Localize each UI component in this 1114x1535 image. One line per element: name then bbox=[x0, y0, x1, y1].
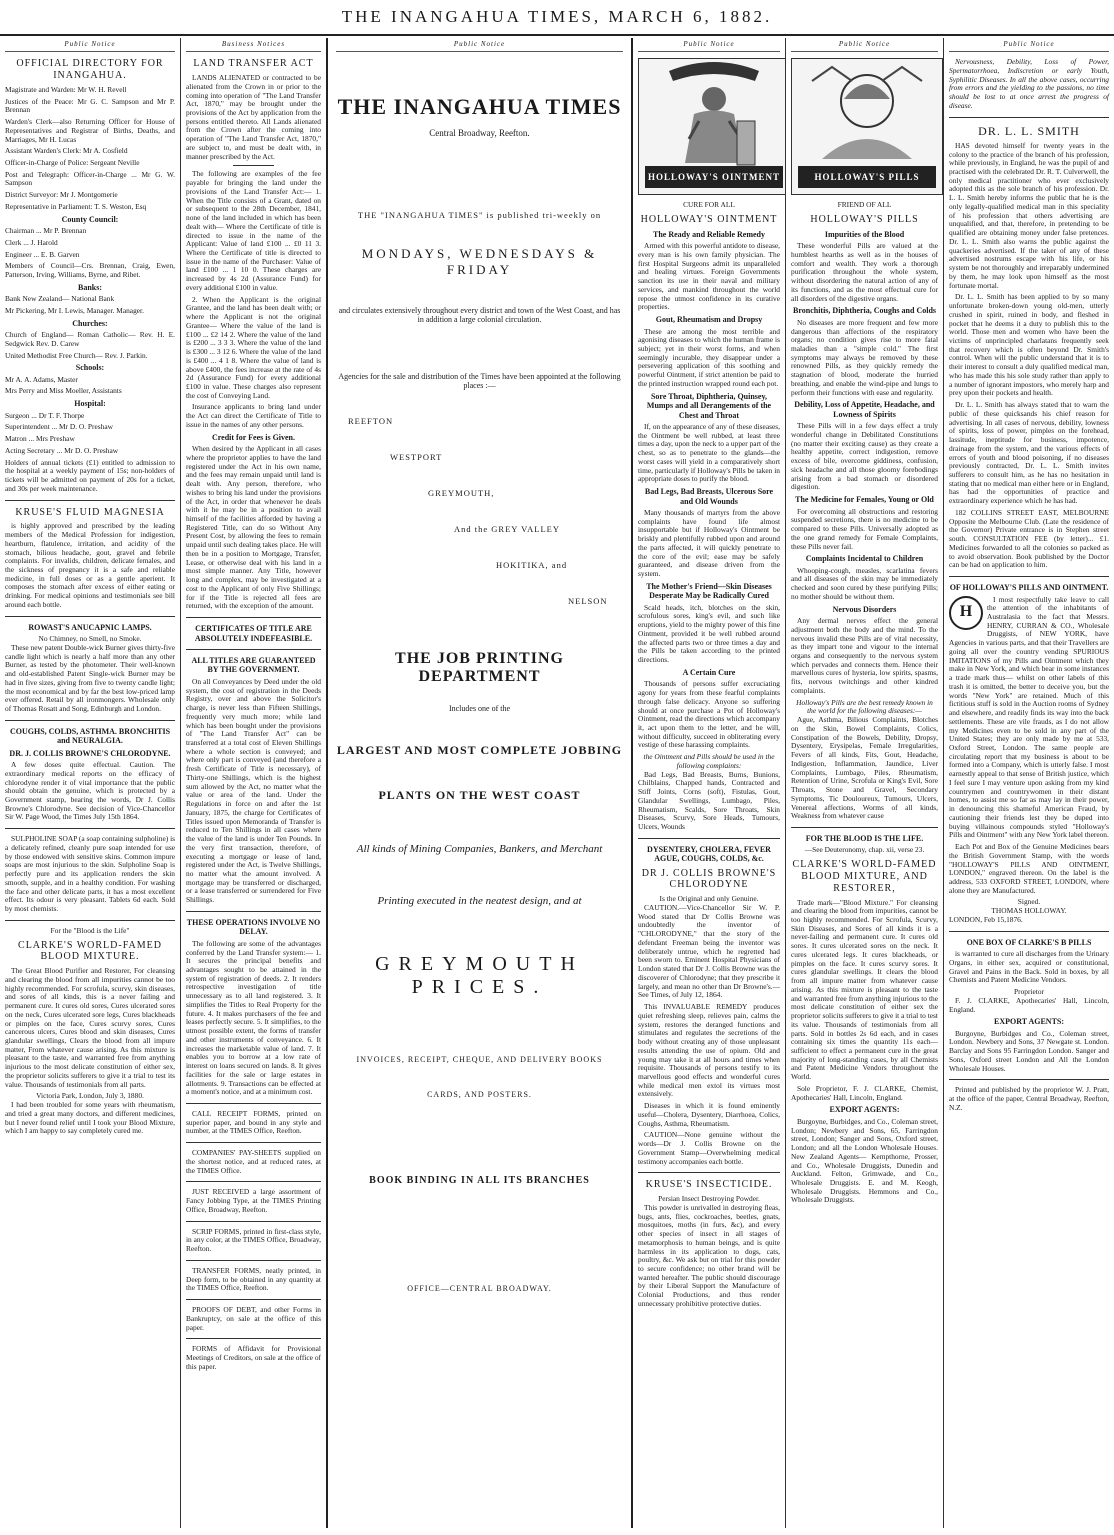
smith-text-3: Dr. L. L. Smith has always stated that to warn the public of these quicksands his chief reason for advertising. In all cases of nervous, debility, lowness of spirits, loss of power, pimples on the forehead, lassitude, ineptitude for business, impotence, drainage from the system, and the various effects of errors of youth and blood poisoning, if no diseases previously contracted, Dr. L. L. Smith invites sufferers to consult him, as he has no hesitation in stating that no medical man either here or in England, has had the opportunities of practice and extraordinary experience which he has had. bbox=[949, 400, 1109, 506]
ointment-engraving bbox=[638, 58, 785, 195]
imitations-title: OF HOLLOWAY'S PILLS AND OINTMENT. bbox=[949, 583, 1109, 593]
ointment-list-head: the Ointment and Pills should be used in the following complaints: bbox=[643, 752, 775, 770]
smith-intro: Nervousness, Debility, Loss of Power, Spermatorrhoea, Indiscretion or early Youth, Syphilitic Diseases. In all the above cases, occurring from errors and the yielding to the passions, no time should be lost to at once arrest the progress of disease. bbox=[949, 57, 1109, 110]
affidavit-forms-notice: FORMS of Affidavit for Provisional Meetings of Creditors, on sale at the office of this paper. bbox=[186, 1344, 321, 1371]
pills-sub-2: Bronchitis, Diphtheria, Coughs and Colds bbox=[793, 306, 936, 316]
clarke-letter: I had been troubled for some years with rheumatism, and tried a great many doctors, and different medicines, but I never found relief until I took your Blood Mixture, which I am happy to say completely cured me. bbox=[5, 1100, 175, 1136]
advert-places bbox=[336, 416, 623, 606]
directory-line: Officer-in-Charge of Police: Sergeant Neville bbox=[5, 157, 140, 167]
directory-list bbox=[5, 86, 175, 494]
column-6 bbox=[943, 38, 1114, 1528]
insecticide-subtitle: Persian Insect Destroying Powder. bbox=[658, 1194, 760, 1204]
credit-text: When desired by the Applicant in all cases where the proprietor applies to have the land registered under the Act in his own name, and the fees may remain unpaid until land is dealt with. Any person, therefore, who wishes to bring his land under the provisions of the Act, in order that whenever he deals with it he may be in a position to avail himself of the facilities afforded by having a Registered Title, can do so Without Any Present Cost, by allowing the fees to remain unpaid until such dealing takes place. He will then be in a position to Mortgage, Transfer, Lease, or otherwise deal with his land in a most simple manner. Any Title, however long and complex, may be investigated at a cost to the Applicant of only Five Shillings; for if the Title is rejected all fees are returned, with the exception of the amount. bbox=[186, 444, 321, 611]
pills-text-5: Whooping-cough, measles, scarlatina fevers and all diseases of the skin may be immediately checked and soon cured by these purifying Pills; no mother should be without them. bbox=[791, 565, 938, 601]
mortgage-text: Insurance applicants to bring land under the Act can direct the Certificate of Title to issue in the names of any other persons. bbox=[186, 402, 321, 429]
lamps-title: ROWAST'S ANUCAPNIC LAMPS. bbox=[28, 622, 152, 632]
one-box-title: ONE BOX OF CLARKE'S B PILLS bbox=[966, 937, 1092, 947]
directory-line: Justices of the Peace: Mr G. C. Sampson and Mr P. Brennan bbox=[5, 96, 175, 115]
advert-plants: PLANTS ON THE WEST COAST bbox=[378, 788, 581, 802]
ointment-text-4: Many thousands of martyrs from the above complaints have found life almost insupportable but if Holloway's Ointment be briskly and plentifully rubbed upon and around the parts affected, it will quickly penetrate to the core of the evil; ease may be safely guaranteed, and disease driven from the system. bbox=[638, 508, 780, 579]
lamps-subtitle: No Chimney, no Smell, no Smoke. bbox=[38, 634, 142, 644]
insecticide-title: KRUSE'S INSECTICIDE. bbox=[645, 1179, 773, 1191]
pills-engraving bbox=[791, 58, 943, 195]
collis-subtitle: Is the Original and only Genuine. bbox=[659, 894, 759, 904]
ointment-sub-5: The Mother's Friend—Skin Diseases Desperate May be Radically Cured bbox=[646, 581, 772, 601]
coughs-text: A few doses quite effectual. Caution. The extraordinary medical reports on the efficacy of chlorodyne render it of vital importance that the public should obtain the genuine, which is protected by a Government stamp, bearing the words, Dr J. Collis Browne's Chlorodyne. See decision of Vice-Chancellor Sir W. Page Wood, the Times July 15th 1864. bbox=[5, 760, 175, 822]
kruse-magnesia-title: KRUSE'S FLUID MAGNESIA bbox=[15, 506, 165, 518]
churches-line: Church of England— Roman Catholic— Rev. H. E. Sedgwick Rev. D. Carew bbox=[5, 330, 175, 348]
advert-mining: All kinds of Mining Companies, Bankers, and Merchant bbox=[356, 843, 603, 855]
ointment-caption: CURE FOR ALL bbox=[683, 200, 735, 210]
directory-title: OFFICIAL DIRECTORY FOR INANGAHUA. bbox=[16, 58, 164, 82]
imitations-text: I most respectfully take leave to call the attention of the inhabitants of Australasia to the fact that Messrs. HENRY, CURRAN & CO., Wholesale Druggists, of NEW YORK, have Agencies in various parts, and that their Travellers are going all over the country vending SPURIOUS IMITATIONS of my Pills and Ointment which they make in New York, and which bear in some instances a trade mark thus— whilst on other labels of this trash it is omitted, the better to deceive you, but the words "New York" are retained. Much of this fictitious stuff is sold in the Auction rooms of Sydney and elsewhere, and readily finds its way into the back settlements. These are vile frauds, as I do not allow my Medicines even to be sold in any part of the United States; they are only made by me at 533, Oxford Street, London. The same people are circulating report that my business is about to be formed into a Company, which is utterly false. I most earnestly appeal to that sense of British justice, which I feel sure I may venture upon asking from my kind countrymen and countrywomen in their distant homes, to assist me so far as may lay in their power, in denouncing this shameful American Fraud, by cautioning their friends lest they be duped into buying villainous compounds styled "Holloway's Pills and Ointment" with any New York label thereon. bbox=[949, 594, 1109, 840]
fees-text: The following are examples of the fee payable for bringing the land under the provisions of the Land Transfer Act:— 1. When the Title consists of a Grant, dated on or subsequent to the 28th December, 1841, none of the land included in which has been dealt with— Where the Certificate of title is directed to issue in the name of the Applicant: Value of land £100 ... £0 11 3. Where the Certificate of title is directed to issue in the name of the Purchaser: Value of land £100 ... 1 10 0. These charges are increased by 4s 2d (Assurance Fund) for every additional £100 in value. bbox=[186, 169, 321, 292]
clarke-lead: For the "Blood is the Life" bbox=[50, 925, 130, 935]
advert-book-binding: BOOK BINDING IN ALL ITS BRANCHES bbox=[369, 1175, 590, 1186]
smith-text: HAS devoted himself for twenty years in the colony to the practice of the branch of his profession, while previously, in England, he was the pupil of and practised with the celebrated Dr. R. T. Culverwell, the only medical practitioner who ever exclusively adopted this as the sole branch of his profession. Dr. L. L. Smith hereby informs the public that he is the only legally-qualified medical man in this speciality of his profession that others advertising are unqualified, and that, therefore, in pretending to be qualified are obtaining money under false pretences. Dr. L. L. Smith also warns the public against the quackeries advertised. If the taker of any of these advertised nostrums escape with his life, or his system be not thoroughly and irreparably undermined by them, he may look upon himself as the most fortunate mortal. bbox=[949, 140, 1109, 290]
hospital-line: Acting Secretary ... Mr D. O. Preshaw bbox=[5, 445, 119, 455]
one-box-text: is warranted to cure all discharges from the Urinary Organs, in either sex, acquired or constitutional, Gravel and Pains in the Back. Sold in boxes, by all Chemists and Patent Medicine Vendors. bbox=[949, 949, 1109, 985]
coughs-subtitle: DR. J. COLLIS BROWNE'S CHLORODYNE. bbox=[9, 748, 171, 758]
hospital-line: Surgeon ... Dr T. F. Thorpe bbox=[5, 410, 85, 420]
advert-prices: GREYMOUTH PRICES. bbox=[375, 953, 584, 998]
advert-includes: Includes one of the bbox=[448, 704, 511, 713]
column-header: Public Notice bbox=[638, 38, 780, 52]
ointment-sub-1: The Ready and Reliable Remedy bbox=[653, 229, 765, 239]
ointment-text-6: Thousands of persons suffer excruciating agony for years from these fearful complaints through false delicacy. Anyone so suffering should at once purchase a Pot of Holloway's Ointment, read the directions which accompany it, act upon them to the letter, and he will, without difficulty, succeed in obliterating every vestige of these harassing complaints. bbox=[638, 679, 780, 750]
column-header: Public Notice bbox=[791, 38, 938, 52]
operations-title: THESE OPERATIONS INVOLVE NO DELAY. bbox=[186, 917, 321, 937]
directory-line: Warden's Clerk—also Returning Officer for House of Representatives and Registrar of Births, Deaths, and Marriages, Mr H. Lucas bbox=[5, 117, 175, 144]
pills-text-3: These Pills will in a few days effect a truly wonderful change in Debilitated Constitutions (no matter their exciting cause) as they create a healthy appetite, correct indigestion, remove excess of bile, overcome giddiness, confusion, sick headache and all those gloomy forebodings arising from a bad stomach or disordered digestion. bbox=[791, 421, 938, 492]
schools-title: Schools: bbox=[75, 363, 105, 373]
advert-title: THE INANGAHUA TIMES bbox=[337, 94, 622, 119]
collis-diseases: Diseases in which it is found eminently useful—Cholera, Dysentery, Diarrhoea, Colics, Coughs, Asthma, Rheumatism. bbox=[638, 1101, 780, 1128]
imitations-text-2: Each Pot and Box of the Genuine Medicines bears the British Government Stamp, with the words "HOLLOWAY'S PILLS AND OINTMENT, LONDON," engraved thereon. On the label is the address, 533 OXFORD STREET, LONDON, where alone they are Manufactured. bbox=[949, 842, 1109, 895]
advert-invoices: INVOICES, RECEIPT, CHEQUE, AND DELIVERY BOOKS bbox=[356, 1055, 603, 1064]
column-5 bbox=[785, 38, 943, 1528]
ointment-text-1: Armed with this powerful antidote to disease, every man is his own family physician. The first Hospital Surgeons admit its unparalleled and healing virtues. Foreign Governments sanction its use in their naval and military services, and mankind throughout the world repose the utmost confidence in its curative properties. bbox=[638, 241, 780, 312]
advert-address: Central Broadway, Reefton. bbox=[429, 128, 530, 138]
place-item: NELSON bbox=[568, 596, 608, 606]
place-item: HOKITIKA, and bbox=[496, 560, 568, 570]
engraving-band: HOLLOWAY'S OINTMENT bbox=[645, 166, 783, 188]
schools-line: Mr A. A. Adams, Master bbox=[5, 374, 78, 384]
coughs-title: COUGHS, COLDS, ASTHMA. BRONCHITIS and NEURALGIA. bbox=[9, 726, 171, 746]
h-trademark-icon: H bbox=[949, 596, 983, 630]
signed-label: Signed. bbox=[1017, 897, 1041, 907]
pills-text-1: These wonderful Pills are valued at the humblest hearths as well as in the houses of comfort and wealth. They work a thorough purification throughout the whole system, without disordering the natural action of any of its functions, and as the most effectual cure for all disorders of the digestive organs. bbox=[791, 241, 938, 303]
column-1 bbox=[0, 38, 180, 1528]
proprietor-text: F. J. CLARKE, Apothecaries' Hall, Lincoln, England. bbox=[949, 995, 1109, 1014]
clarke-title: CLARKE'S WORLD-FAMED BLOOD MIXTURE. bbox=[18, 939, 162, 963]
blood-reference: —See Deuteronomy, chap. xii, verse 23. bbox=[804, 845, 925, 855]
export-agents-text: Burgoyne, Burbidges, and Co., Coleman street, London; Newbery and Sons, 65, Farringdon street, London; Sanger and Sons, Oxford street, London; and all the London Wholesale Houses. New Zealand Agents— Kempthorne, Prosser, and Co., Wholesale Druggists, Dunedin and Auckland. Felton, Grimwade, and Co., Wholesale Druggists. E. and M. Keogh, Wholesale Druggists. Hemmons and Co., Wholesale Druggists. bbox=[791, 1116, 938, 1205]
directory-line: Post and Telegraph: Officer-in-Charge ... Mr G. W. Sampson bbox=[5, 169, 175, 188]
job-printing-title: THE JOB PRINTING DEPARTMENT bbox=[395, 650, 564, 685]
fees-text-2: 2. When the Applicant is the original Grantee, and the land has been dealt with; or where the Applicant is not the original Grantee— Where the value of the land is £100 ... £2 14 2. Where the value of the land is £200 ... 3 3 3. Where the value of the land is £300 ... 3 12 6. Where the value of the land is £400 ... 4 1 8. Where the value of land is above £400, the fees increase at the rate of 4s 2d (Assurance Fund) for every additional £100 in value. These charges also represent the cost of Conveying Land. bbox=[186, 294, 321, 400]
council-line: Clerk ... J. Harold bbox=[5, 237, 58, 247]
holloway-date: LONDON, Feb 15,1876. bbox=[949, 914, 1023, 924]
land-transfer-title: LAND TRANSFER ACT bbox=[193, 58, 314, 70]
pills-title: HOLLOWAY'S PILLS bbox=[810, 213, 919, 225]
scrip-forms-notice: SCRIP FORMS, printed in first-class style, in any color, at the TIMES Office, Broadway, Reefton. bbox=[186, 1226, 321, 1254]
pills-text-4: For overcoming all obstructions and restoring suspended secretions, there is no medicine to be compared to these Pills. Universally adopted as the one grand remedy for Female Complaints, these Pills never fail. bbox=[791, 506, 938, 551]
clarke-text: The Great Blood Purifier and Restorer, For cleansing and clearing the blood from all impurities cannot be too highly recommended. For scrofula, scurvy, skin diseases, and sores of all kinds, this is a never failing and permanent cure. It cures old sores, Cures ulcerated sores on the neck, Cures ulcerated sore legs, Cures blackheads or pimples on the face, Cures scurvy sores, Cures cancerous ulcers, Cures blood and skin diseases, Cures glandular swellings, Clears the blood from all impure matter, From whatever cause arising. As this mixture is pleasant to the taste, and warranted free from anything injurious to the most delicate constitution of either sex, the proprietor solicits sufferers to give it a trial to test its value. Thousands of testimonials from all parts. bbox=[5, 966, 175, 1089]
inangahua-times-advert bbox=[326, 38, 633, 1528]
receipt-forms-notice: CALL RECEIPT FORMS, printed on superior paper, and bound in any style and number, at the TIMES Office, Reefton. bbox=[186, 1109, 321, 1136]
advert-published: THE "INANGAHUA TIMES" is published tri-weekly on bbox=[357, 210, 602, 220]
pills-list: Ague, Asthma, Bilious Complaints, Blotches on the Skin, Bowel Complaints, Colics, Constipation of the Bowels, Debility, Dropsy, Dysentery, Erysipelas, Female Irregularities, Fevers of all kinds, Fits, Gout, Headache, Indigestion, Inflammation, Jaundice, Liver Complaints, Lumbago, Piles, Rheumatism, Retention of Urine, Scrofula or King's Evil, Sore Throats, Stone and Gravel, Secondary Symptoms, Tic Douloureux, Tumours, Ulcers, Venereal affections, Worms of all kinds, Weakness from whatever cause bbox=[791, 715, 938, 821]
pills-text-6: Any dermal nerves effect the general adjustment both the body and the mind. To the nervous invalid these Pills are of vital necessity, as they impart tone and vigour to the internal organs and consequently to the nervous system which pervades and connects them. Hence their marvellous cures of hysteria, low spirits, spasms, fits, nervous twitchings and other kindred complaints. bbox=[791, 616, 938, 695]
blood-title: FOR THE BLOOD IS THE LIFE. bbox=[805, 833, 924, 843]
certificates-title: CERTIFICATES OF TITLE ARE ABSOLUTELY INDEFEASIBLE. bbox=[194, 624, 313, 643]
place-item: WESTPORT bbox=[390, 452, 443, 462]
advert-office: OFFICE—CENTRAL BROADWAY. bbox=[407, 1284, 552, 1293]
export-agents-title: EXPORT AGENTS: bbox=[829, 1105, 900, 1115]
churches-line: United Methodist Free Church— Rev. J. Parkin. bbox=[5, 350, 148, 360]
council-line: Chairman ... Mr P. Brennan bbox=[5, 226, 87, 236]
directory-line: Assistant Warden's Clerk: Mr A. Cosfield bbox=[5, 146, 128, 156]
advert-days: MONDAYS, WEDNESDAYS & FRIDAY bbox=[361, 246, 598, 277]
directory-line: Representative in Parliament: T. S. Weston, Esq bbox=[5, 201, 147, 211]
ointment-sub-3: Sore Throat, Diphtheria, Quinsey, Mumps and all Derangements of the Chest and Throat bbox=[646, 391, 772, 420]
lamps-text: These new patent Double-wick Burner gives thirty-five candle light which is nearly a half more than any other Burner, as tested by the photometer. Their well-known and old-established Patent Single-wick Burner may be had in five sizes, giving from five to twenty candle light; the most economical and by far the best low-priced lamp ever offered. Retail by all ironmongers. Wholesale only of Thomas Rosatt and Song, Edinburgh and London. bbox=[5, 642, 175, 713]
clarke-mixture-title: CLARKE'S WORLD-FAMED BLOOD MIXTURE, AND RESTORER, bbox=[792, 859, 937, 894]
smith-address: 182 COLLINS STREET EAST, MELBOURNE Opposite the Melbourne Club. (Late the residence of the Governor) Private entrance is in Stephen street south. CONSULTATION FEE (by letter)... £1. Medicines forwarded to all the colonies so packed as to avoid observation. Book published by the Doctor can be had on application to him. bbox=[949, 507, 1109, 570]
place-item: GREYMOUTH, bbox=[428, 488, 495, 498]
dysentery-title: DYSENTERY, CHOLERA, FEVER AGUE, COUGHS, COLDS, &c. bbox=[647, 844, 771, 864]
ointment-sub-6: A Certain Cure bbox=[682, 667, 736, 677]
collis-text: CAUTION.—Vice-Chancellor Sir W. P. Wood stated that Dr Collis Browne was undoubtedly the inventor of "CHLORODYNE," that the story of the defendant Freeman being the inventor was deliberately untrue, which he regretted had been sworn to. Eminent Hospital Physicians of London stated that Dr J. Collis Browne was the discoverer of Chlorodyne; that they prescribe it largely, and mean no other than Dr Browne's.—See Times, of July 12, 1864. bbox=[638, 903, 780, 1000]
holloway-signature: THOMAS HOLLOWAY. bbox=[991, 906, 1067, 916]
credit-title: Credit for Fees is Given. bbox=[211, 432, 296, 442]
pills-sub-5: Complaints Incidental to Children bbox=[805, 554, 924, 564]
guarantee-title: ALL TITLES ARE GUARANTEED BY THE GOVERNMENT. bbox=[191, 655, 316, 675]
column-4 bbox=[633, 38, 785, 1528]
jobbing-type-notice: JUST RECEIVED a large assortment of Fancy Jobbing Type, at the TIMES Printing Office, Broadway, Reefton. bbox=[186, 1187, 321, 1214]
collis-remedial: This INVALUABLE REMEDY produces quiet refreshing sleep, relieves pain, calms the system, restores the deranged functions and stimulates and regulates the secretions of the body without creating any of those unpleasant results attending the use of opium. Old and young may take it at all hours and times when requisite. Thousands of persons testify to its marvellous good effects and wonderful cures while medical men extol its virtues most extensively. bbox=[638, 1002, 780, 1099]
collis-caution: CAUTION—None genuine without the words—Dr J. Collis Browne on the Government Stamp—Overwhelming medical testimony accompanies each bottle. bbox=[638, 1130, 780, 1166]
ointment-sub-4: Bad Legs, Bad Breasts, Ulcerous Sore and Old Wounds bbox=[644, 487, 774, 506]
clarke-sign: Victoria Park, London, July 3, 1880. bbox=[36, 1091, 144, 1101]
clarke-proprietor: Sole Proprietor, F. J. CLARKE, Chemist, Apothecaries' Hall, Lincoln, England. bbox=[791, 1083, 938, 1102]
sulpholine-text: SULPHOLINE SOAP (a soap containing sulpholine) is a delicately refined, cleanly pure soap intended for use by those endowed with sensitive skins. Common impure soaps are most injurious to the skin. Sulpholine Soap is perfectly pure and its application renders the skin smooth, supple, and in a healthy condition. For washing the face and other delicate parts, it has a most excellent effect. Its odour is very pleasant. Tablets 6d each. Sold by most chemists. bbox=[5, 834, 175, 914]
pills-sub-4: The Medicine for Females, Young or Old bbox=[795, 495, 934, 505]
colophon: Printed and published by the proprietor W. J. Pratt, at the office of the paper, Central Broadway, Reefton, N.Z. bbox=[949, 1085, 1109, 1112]
guarantee-text: On all Conveyances by Deed under the old system, the cost of registration in the Deeds Registry, over and above the Solicitor's charge, is never less than Fifteen Shillings, frequently very much more; while land which has been bought under the provisions of "The Land Transfer Act" can be transferred at a total cost of Eleven Shillings where a whole section is conveyed; and where only part is conveyed (and therefore a fresh Certificate of Title is necessary), of Thirty-one Shillings, which is the highest sum allowed by the Act, no matter what the value or area of the land. Under the Regulations in force on and after the 1st January, 1875, the charge for Certificates of Titles issued upon Memoranda of Transfer is reduced to Ten Shillings in all cases where the value of the land is under Ten Pounds. In the very first transaction, therefore, of executing a mortgage or lease of land, registered under the Act, is Twelve Shillings, no matter what the amount involved. A mortgage may be transferred or discharged, or a lease transferred or surrendered for Five Shillings. bbox=[186, 676, 321, 905]
directory-line: Magistrate and Warden: Mr W. H. Revell bbox=[5, 84, 127, 94]
banks-line: Bank New Zealand— National Bank bbox=[5, 294, 115, 304]
column-header: Public Notice bbox=[5, 38, 175, 52]
proofs-of-debt-notice: PROOFS OF DEBT, and other Forms in Bankruptcy, on sale at the office of this paper. bbox=[186, 1305, 321, 1332]
operations-text: The following are some of the advantages conferred by the Land Transfer system:— 1. It secures the principal benefits and advantages sought to be attained in the system of registration of deeds. 2. It renders retrospective investigation of title unnecessary as to all land registered. 3. It simplifies the Titles to Real Property for the future. 4. It makes purchasers of the fee and leases perfectly secure. 5. It simplifies, to the utmost possible extent, the forms of transfer and other instruments of conveyance. 6. It increases the marketable value of land. 7. It enables you to borrow at a low rate of interest on loans secured on lands. 8. It gives facilities for the sale or large estates in allotments. 9. Transactions can be effected at a moment's notice, and at a minimum cost. bbox=[186, 938, 321, 1097]
clarke-mixture-text: Trade mark—"Blood Mixture." For cleansing and clearing the blood from impurities, cannot be too highly recommended. For Scrofula, Scurvy, Skin Diseases, and Sores of all kinds it is a never-failing and permanent cure. It cures old sores. It cures ulcerated sores on the neck. It cures ulcerated legs. It cures blackheads, or pimples on the face. It cures scurvy sores. It cures glandular swellings. It clears the blood from all impure matter from whatever cause arising. As this mixture is pleasant to the taste and warranted free from anything injurious to the most delicate constitution of either sex the proprietor solicits sufferers to give it a trial to test its value. Thousands of testimonials from all parts. Sold in bottles 2s 6d each, and in cases containing six times the quantity 11s each—sufficient to effect a permanent cure in the great majority of long-standing cases, by all Chemists and Patent Medicine Vendors throughout the World. bbox=[791, 897, 938, 1082]
column-header: Public Notice bbox=[949, 38, 1109, 52]
ointment-text-3: If, on the appearance of any of these diseases, the Ointment be well rubbed, at least three times a day, upon the neck to a upper part of the chest, so as to penetrate to the glands—the worst cases will yield in a comparatively short time, particularly if Holloway's Pills be taken in appropriate doses to purify the blood. bbox=[638, 421, 780, 484]
column-2 bbox=[180, 38, 326, 1528]
transfer-forms-notice: TRANSFER FORMS, neatly printed, in Deep form, to be obtained in any quantity at the TIMES Office, Reefton. bbox=[186, 1265, 321, 1293]
pills-sub-6: Nervous Disorders bbox=[832, 604, 897, 614]
export-text: Burgoyne, Burbidges and Co., Coleman street, London. Newbery and Sons, 37 Newgate st. London. Barclay and Sons 95 Farringdon London. Sanger and Sons, Oxford street London and All the London Wholesale Houses. bbox=[949, 1028, 1109, 1073]
column-header: Public Notice bbox=[336, 38, 623, 52]
insecticide-text: This powder is unrivalled in destroying fleas, bugs, ants, flies, cockroaches, beetles, gnats, mosquitoes, moths (in furs, &c), and every other species of insect in all stages of metamorphosis to human beings, and is quite harmless in its application to dogs, cats, poultry, &c. We ask but on trial for this powder to secure confidence; no other brand will be wanted hereafter. The public should discourage by their Liberal Support the Manufacture of Colonial Productions, and thus render unnecessary prohibitive protective duties. bbox=[638, 1202, 780, 1308]
pay-sheets-notice: COMPANIES' PAY-SHEETS supplied on the shortest notice, and at reduced rates, at the TIMES Office. bbox=[186, 1148, 321, 1175]
ointment-text-5: Scald heads, itch, blotches on the skin, scrofulous sores, king's evil, and such like eruptions, yield to the mighty power of this fine Ointment, provided it be well rubbed around the affected parts two or three times a day and the Pills be taken according to the printed directions. bbox=[638, 602, 780, 665]
pills-list-head: Holloway's Pills are the best remedy known in the world for the following diseases:— bbox=[796, 697, 933, 716]
churches-title: Churches: bbox=[72, 318, 108, 328]
collis-title: DR J. COLLIS BROWNE'S CHLORODYNE bbox=[641, 867, 777, 891]
ointment-text-2: These are among the most terrible and agonising diseases to which the human frame is subject; yet in their worst forms, and when seemingly incurable, they disappear under a persevering application of this soothing and powerful Ointment, if strict attention be paid to the printed instruction wrapped round each pot. bbox=[638, 326, 780, 388]
column-header: Business Notices bbox=[186, 38, 321, 52]
advert-cards: CARDS, AND POSTERS. bbox=[427, 1090, 532, 1099]
ointment-list: Bad Legs, Bad Breasts, Burns, Bunions, Chilblains, Chapped hands, Contracted and Stiff Joints, Corns (soft), Fistulas, Gout, Glandular Swellings, Lumbago, Piles, Rheumatism, Scalds, Sore Throats, Skin Diseases, Scurvy, Sore Heads, Tumours, Ulcers, Wounds bbox=[638, 769, 780, 832]
hospital-line: Superintendent ... Mr D. O. Preshaw bbox=[5, 422, 113, 432]
pills-text-2: No diseases are more frequent and few more dangerous than affections of the respiratory organs; no condition gives rise to more fatal maladies than a "simple cold." The first symptoms may always be removed by these renowned Pills, as they quickly remedy the stagnation of blood, moderate the hurried breathing, and enable the wind-pipe and lungs to perform their functions with ease and regularity. bbox=[791, 317, 938, 397]
banks-title: Banks: bbox=[77, 282, 102, 292]
hospital-title: Hospital: bbox=[74, 399, 106, 409]
place-item: And the GREY VALLEY bbox=[454, 524, 560, 534]
proprietor-head: Proprietor bbox=[1014, 987, 1044, 997]
pills-caption: FRIEND OF ALL bbox=[837, 200, 892, 210]
schools-line: Mrs Perry and Miss Moeller, Assistants bbox=[5, 386, 122, 396]
smith-text-2: Dr. L. L. Smith has been applied to by so many unfortunate broken-down young old-men, utterly crushed in spirit, ruined in body, and fleshed in pocket that he deems it a duty to publish this to the world. Those men and women who have been the victims of unprincipled charlatans frequently seek that recovery which is often beyond Dr. Smith's control. When will the public understand that it is to their interest to consult a duly qualified medical man, who has made this his sole study rather than apply to a number of ignorant impostors, who merely harp and prey upon their pockets and health. bbox=[949, 292, 1109, 398]
hospital-line: Matron ... Mrs Preshaw bbox=[5, 434, 75, 444]
engraving-band: HOLLOWAY'S PILLS bbox=[798, 166, 936, 188]
smith-title: DR. L. L. SMITH bbox=[978, 123, 1080, 138]
export-title: EXPORT AGENTS: bbox=[993, 1017, 1065, 1027]
advert-circulates: and circulates extensively throughout every district and town of the West Coast, and has in addition a large colonial circulation. bbox=[338, 306, 621, 324]
pills-sub-3: Debility, Loss of Appetite, Headache, and Lowness of Spirits bbox=[794, 400, 935, 419]
council-line: Engineer ... E. B. Garven bbox=[5, 249, 80, 259]
advert-agencies: Agencies for the sale and distribution of the Times have been appointed at the following places :— bbox=[338, 372, 621, 390]
directory-line: District Surveyor: Mr J. Montgomerie bbox=[5, 190, 118, 200]
pills-sub-1: Impurities of the Blood bbox=[824, 229, 905, 239]
council-line: Members of Council—Crs. Brennan, Craig, Ewen, Patterson, Irving, Williams, Byrne, and Ribet. bbox=[5, 261, 175, 280]
council-title: County Council: bbox=[61, 214, 119, 224]
ointment-title: HOLLOWAY'S OINTMENT bbox=[640, 213, 778, 225]
advert-largest: LARGEST AND MOST COMPLETE JOBBING bbox=[336, 743, 623, 757]
kruse-magnesia-text: is highly approved and prescribed by the leading members of the Medical Profession for indigestion, heartburn, flatulence, irritation, and acidity of the stomach, bilious headache, gout, gravel and febrile complaints. For invalids, children, delicate females, and the sickness of pregnancy it is a safe and reliable medicine, in full doses or as a gentle aperient. It composes the stomach after excess of either eating or drinking. For medical opinions and testimonials see bill around each bottle. bbox=[5, 521, 175, 609]
land-transfer-text: LANDS ALIENATED or contracted to be alienated from the Crown in or prior to the coming into operation of "The Land Transfer Act, 1870," may be brought under the provisions of the Act by application from the persons entitled thereto. All Lands alienated from the Crown after the coming into operation of "The Land Transfer Act, 1870," are subject to, and must be dealt with, in manner prescribed by the Act. bbox=[186, 73, 321, 161]
banks-line: Mr Pickering, Mr I. Lewis, Manager. Manager. bbox=[5, 305, 144, 315]
place-item: REEFTON bbox=[348, 416, 394, 426]
advert-printing: Printing executed in the neatest design, and at bbox=[377, 895, 582, 907]
masthead: THE INANGAHUA TIMES, MARCH 6, 1882. bbox=[0, 0, 1114, 36]
ointment-sub-2: Gout, Rheumatism and Dropsy bbox=[655, 315, 763, 325]
hospital-line: Holders of annual tickets (£1) entitled to admission to the hospital at a weekly payment of 15s; non-holders of tickets will be admitted on payment of 20s for a ticket, and 30s per week maintenance. bbox=[5, 457, 175, 493]
